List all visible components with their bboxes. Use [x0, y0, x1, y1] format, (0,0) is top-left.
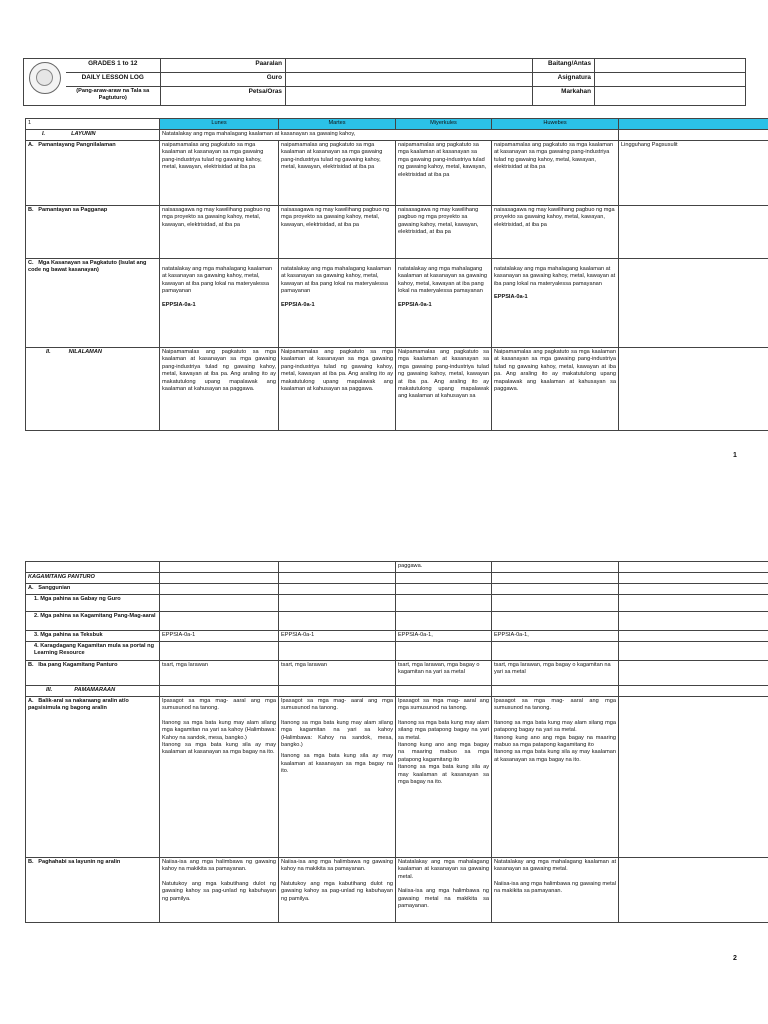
- paghahabi-letter: B.: [28, 859, 34, 865]
- teksbuk-c4: EPPSIA-0a-1,: [492, 631, 619, 642]
- letter-a: A.: [28, 142, 34, 148]
- teksbuk-c3: EPPSIA-0a-1,: [396, 631, 492, 642]
- balik-aral-c2: [279, 697, 396, 858]
- balik-aral-c4-p4: Itanong sa mga bata kung sila ay may kaalaman at kasanayan sa mga bagay na ito.: [494, 749, 616, 763]
- p2-cont-c1: [160, 562, 279, 573]
- kpm-c4: [492, 612, 619, 631]
- iba-c5: [619, 661, 768, 686]
- balik-aral-c3-p1: Ipasagot sa mga mag- aaral ang mga sumusunod na tanong.: [398, 698, 489, 712]
- dll-sub: (Pang-araw-araw na Tala sa Pagtuturo): [66, 87, 161, 106]
- balik-aral-label: [26, 697, 160, 858]
- deped-seal: [24, 59, 66, 106]
- kar-c3: [396, 642, 492, 661]
- pagganap-text: Pamantayan sa Pagganap: [38, 207, 108, 213]
- p2-cont-c3: paggawa.: [396, 562, 492, 573]
- p2-cont-c4: [492, 562, 619, 573]
- asignatura-label: Asignatura: [533, 73, 595, 87]
- kpm-c3: [396, 612, 492, 631]
- kar-c1: [160, 642, 279, 661]
- kasanayan-c1-text: natatalakay ang mga mahalagang kaalaman at kasanayan sa gawaing kahoy, metal, kawayan at iba pang lokal na materyalessa pamayanan: [162, 266, 273, 295]
- p2-cont-label: [26, 562, 160, 573]
- kasanayan-c3: [396, 259, 492, 348]
- balik-aral-text: Balik-aral sa nakaraang aralin at/o pagsisimula ng bagong aralin: [28, 698, 129, 712]
- gabay-c2: [279, 595, 396, 612]
- paghahabi-c2: [279, 858, 396, 923]
- page-number-2: 2: [733, 955, 737, 962]
- paghahabi-c4-p2: Naiisa-isa ang mga halimbawa ng gawaing metal na makikita sa pamayanan.: [494, 880, 616, 895]
- sang-c2: [279, 584, 396, 595]
- kag-c2: [279, 573, 396, 584]
- page-2-body: [0, 561, 768, 923]
- teksbuk-label: 3. Mga pahina sa Teksbuk: [26, 631, 160, 642]
- nilalaman-num: II.: [46, 349, 51, 355]
- pamantayang-c4: naipamamalas ang pagkatuto sa mga kaalaman at kasanayan sa mga gawaing pang-industriya tulad ng gawaing kahoy, metal, kawayan, elektrisidad at iba pa: [492, 141, 619, 206]
- kag-c5: [619, 573, 768, 584]
- pagganap-label: [26, 206, 160, 259]
- lingguhang-pagsusulit: Lingguhang Pagsusulit: [619, 141, 768, 206]
- balik-aral-c4-p2: Itanong sa mga bata kung may alam silang mga patapong bagay na yari sa metal.: [494, 719, 616, 734]
- guro-label: Guro: [161, 73, 286, 87]
- nilalaman-c4: Naipamamalas ang pagkatuto sa mga kaalaman at kasanayan sa mga gawaing pang-industriya tulad ng gawaing kahoy, metal, kawayan at iba pa. Ang araling ito ay makatutulong upang mapalawak ang kaalaman at kahusayan sa paggawa.: [492, 348, 619, 431]
- balik-aral-c2-p2: Itanong sa mga bata kung may alam silang mga kagamitan na yari sa kahoy (Halimbawa: Kahoy na sandok, mesa, bangko.): [281, 719, 393, 749]
- balik-aral-c2-p3: Itanong sa mga bata kung sila ay may kaalaman at kasanayan sa mga bagay na ito.: [281, 753, 393, 775]
- teksbuk-c1: EPPSIA-0a-1: [160, 631, 279, 642]
- layunin-num: I.: [42, 131, 46, 137]
- pam-c1: [160, 686, 279, 697]
- sang-c3: [396, 584, 492, 595]
- kpm-c2: [279, 612, 396, 631]
- kasanayan-c4: [492, 259, 619, 348]
- kasanayan-c3-code: EPPSIA-0a-1: [398, 301, 432, 308]
- pam-c3: [396, 686, 492, 697]
- row-number: 1: [26, 119, 160, 130]
- markahan-value[interactable]: [595, 87, 746, 106]
- sanggunian-label: [26, 584, 160, 595]
- baitang-value[interactable]: [595, 59, 746, 73]
- baitang-label: Baitang/Antas: [533, 59, 595, 73]
- kasanayan-label: [26, 259, 160, 348]
- kpm-c1: [160, 612, 279, 631]
- pamantayang-text: Pamantayang Pangnilalaman: [38, 142, 116, 148]
- kpm-c5: [619, 612, 768, 631]
- paghahabi-c4-p1: Natatalakay ang mga mahalagang kaalaman at kasanayan sa gawaing metal.: [494, 859, 616, 873]
- pagganap-c1: naisasagawa ng may kawilihang pagbuo ng mga proyekto sa gawaing kahoy, metal, kawayan, elektrisidad, at iba pa: [160, 206, 279, 259]
- kasanayan-c4-code: EPPSIA-0a-1: [494, 294, 528, 301]
- kagamitang-pang-mag-aaral-label: 2. Mga pahina sa Kagamitang Pang-Mag-aaral: [26, 612, 160, 631]
- kar-c4: [492, 642, 619, 661]
- kag-c3: [396, 573, 492, 584]
- gabay-c4: [492, 595, 619, 612]
- balik-aral-c3-p3: Itanong kung ano ang mga bagay na maaring mabuo sa mga patapong kagamitang ito: [398, 742, 489, 763]
- paghahabi-c5: [619, 858, 768, 923]
- lesson-table-2: [25, 561, 768, 923]
- kagamitan-heading: KAGAMITANG PANTURO: [26, 573, 160, 584]
- kasanayan-c1: [160, 259, 279, 348]
- pagganap-c2: naisasagawa ng may kawilihang pagbuo ng mga proyekto sa gawaing kahoy, metal, kawayan, elektrisidad, at iba pa: [279, 206, 396, 259]
- balik-aral-c4-p1: Ipasagot sa mga mag- aaral ang mga sumusunod na tanong.: [494, 698, 616, 712]
- nilalaman-heading: [26, 348, 160, 431]
- karagdagang-kagamitan-label: 4. Karagdagang Kagamitan mula sa portal ng Learning Resource: [26, 642, 160, 661]
- paghahabi-c1-p2: Natutukoy ang mga kabutihang dulot ng gawaing kahoy sa pag-unlad ng kabuhayan ng pamilya.: [162, 880, 276, 902]
- nilalaman-blank: [619, 348, 768, 431]
- markahan-label: Markahan: [533, 87, 595, 106]
- day-martes: Martes: [279, 119, 396, 130]
- paghahabi-c3: [396, 858, 492, 923]
- day-lunes: Lunes: [160, 119, 279, 130]
- pamantayang-label: [26, 141, 160, 206]
- asignatura-value[interactable]: [595, 73, 746, 87]
- iba-c3: tsart, mga larawan, mga bagay o kagamitan na yari sa metal: [396, 661, 492, 686]
- paghahabi-c2-p1: Naiisa-isa ang mga halimbawa ng gawaing kahoy na makikita sa pamayanan.: [281, 859, 393, 873]
- sanggunian-letter: A.: [28, 585, 34, 591]
- pamantayang-c1: naipamamalas ang pagkatuto sa mga kaalaman at kasanayan sa mga gawaing pang-industriya tulad ng gawaing kahoy, metal, kawayan, elektrisidad at iba pa: [160, 141, 279, 206]
- petsa-label: Petsa/Oras: [161, 87, 286, 106]
- kasanayan-c2-text: natatalakay ang mga mahalagang kaalaman at kasanayan sa gawaing kahoy, metal, kawayan at iba pang lokal na materyalessa pamayanan: [281, 266, 392, 295]
- pam-c4: [492, 686, 619, 697]
- day-huwebes: Huwebes: [492, 119, 619, 130]
- teksbuk-c5: [619, 631, 768, 642]
- paghahabi-c2-p2: Natutukoy ang mga kabutihang dulot ng gawaing kahoy sa pag-unlad ng kabuhayan ng pamilya.: [281, 880, 393, 902]
- header-block: [0, 58, 768, 106]
- pagganap-c4: naisasagawa ng may kawilihang pagbuo ng mga proyekto sa gawaing kahoy, metal, kawayan, elektrisidad, at iba pa: [492, 206, 619, 259]
- pamamaraan-heading: [26, 686, 160, 697]
- iba-c2: tsart, mga larawan: [279, 661, 396, 686]
- layunin-heading: [26, 130, 160, 141]
- gabay-label: 1. Mga pahina sa Gabay ng Guro: [26, 595, 160, 612]
- kasanayan-c4-text: natatalakay ang mga mahalagang kaalaman at kasanayan sa gawaing kahoy, metal, kawayan at iba pang lokal na materyalessa pamayanan: [494, 266, 616, 287]
- kar-c5: [619, 642, 768, 661]
- pamantayang-c2: naipamamalas ang pagkatuto sa mga kaalaman at kasanayan sa mga gawaing pang-industriya tulad ng gawaing kahoy, metal, kawayan, elektrisidad at iba pa: [279, 141, 396, 206]
- pamamaraan-title: PAMAMARAAN: [74, 687, 116, 693]
- kasanayan-text: Mga Kasanayan sa Pagkatuto (Isulat ang code ng bawat kasanayan): [28, 260, 147, 274]
- balik-aral-c2-p1: Ipasagot sa mga mag- aaral ang mga sumusunod na tanong.: [281, 698, 393, 712]
- letter-c: C.: [28, 260, 34, 266]
- day-blank: [619, 119, 768, 130]
- pagganap-c3: naisasagawa ng may kawilihang pagbuo ng mga proyekto sa gawaing kahoy, metal, kawayan, elektrisidad, at iba pa: [396, 206, 492, 259]
- iba-c1: tsart, mga larawan: [160, 661, 279, 686]
- balik-aral-c1-p1: Ipasagot sa mga mag- aaral ang mga sumusunod na tanong.: [162, 698, 276, 712]
- kasanayan-c2: [279, 259, 396, 348]
- kasanayan-c3-text: natatalakay ang mga mahalagang kaalaman at kasanayan sa gawaing kahoy, metal, kawayan at iba pang lokal na materyalessa pamayanan: [398, 266, 487, 295]
- pamantayang-c3: naipamamalas ang pagkatuto sa mga kaalaman at kasanayan sa mga gawaing pang-industriya tulad ng gawaing kahoy, metal, kawayan, elektrisidad at iba pa: [396, 141, 492, 206]
- pamamaraan-num: III.: [46, 687, 53, 693]
- balik-aral-c1: [160, 697, 279, 858]
- guro-value[interactable]: [286, 73, 533, 87]
- pagganap-blank: [619, 206, 768, 259]
- kag-c1: [160, 573, 279, 584]
- balik-aral-c3-p4: Itanong sa mga bata kung sila ay may kaalaman at kasanayan sa mga bagay na ito.: [398, 764, 489, 786]
- pam-c2: [279, 686, 396, 697]
- nilalaman-title: NILALAMAN: [68, 349, 102, 355]
- balik-aral-c4: [492, 697, 619, 858]
- nilalaman-c2: Naipamamalas ang pagkatuto sa mga kaalaman at kasanayan sa mga gawaing pang-industriya tulad ng gawaing kahoy, metal, kawayan at iba pa. Ang araling ito ay makatutulong upang mapalawak ang kaalaman at kahusayan sa paggawa.: [279, 348, 396, 431]
- balik-aral-c1-p3: Itanong sa mga bata kung sila ay may kaalaman at kasanayan sa mga bagay na ito.: [162, 742, 276, 756]
- page-number-1: 1: [733, 452, 737, 459]
- paghahabi-c1-p1: Naiisa-isa ang mga halimbawa ng gawaing kahoy na makikita sa pamayanan.: [162, 859, 276, 873]
- kasanayan-c1-code: EPPSIA-0a-1: [162, 301, 196, 308]
- day-miyerkules: Miyerkules: [396, 119, 492, 130]
- gabay-c1: [160, 595, 279, 612]
- balik-aral-c1-p2: Itanong sa mga bata kung may alam silang mga kagamitan na yari sa kahoy (Halimbawa: Kahoy na sandok, mesa, bangko.): [162, 719, 276, 741]
- layunin-title: LAYUNIN: [71, 131, 96, 137]
- paghahabi-label: [26, 858, 160, 923]
- layunin-blank: [619, 130, 768, 141]
- sang-c5: [619, 584, 768, 595]
- sang-c4: [492, 584, 619, 595]
- balik-aral-letter: A.: [28, 698, 34, 704]
- petsa-value[interactable]: [286, 87, 533, 106]
- sang-c1: [160, 584, 279, 595]
- balik-aral-c4-p3: Itanong kung ano ang mga bagay na maaring mabuo sa mga patapong kagamitang ito: [494, 734, 616, 749]
- pam-c5: [619, 686, 768, 697]
- dll-label: DAILY LESSON LOG: [66, 73, 161, 87]
- iba-c4: tsart, mga larawan, mga bagay o kagamitan na yari sa metal: [492, 661, 619, 686]
- kag-c4: [492, 573, 619, 584]
- letter-b: B.: [28, 207, 34, 213]
- paghahabi-text: Paghahabi sa layunin ng aralin: [38, 859, 121, 865]
- iba-text: Iba pang Kagamitang Panturo: [38, 662, 118, 668]
- iba-letter: B.: [28, 662, 34, 668]
- header-table: [23, 58, 746, 106]
- seal-icon: [29, 62, 61, 94]
- paghahabi-c1: [160, 858, 279, 923]
- sanggunian-text: Sanggunian: [38, 585, 71, 591]
- p2-cont-c5: [619, 562, 768, 573]
- nilalaman-c1: Naipamamalas ang pagkatuto sa mga kaalaman at kasanayan sa mga gawaing pang-industriya tulad ng gawaing kahoy, metal, kawayan at iba pa. Ang araling ito ay makatutulong upang mapalawak ang kaalaman at kahusayan sa paggawa.: [160, 348, 279, 431]
- kasanayan-blank: [619, 259, 768, 348]
- p2-cont-c2: [279, 562, 396, 573]
- teksbuk-c2: EPPSIA-0a-1: [279, 631, 396, 642]
- page-1-body: [0, 118, 768, 431]
- paghahabi-c3-p1: Natatalakay ang mga mahalagang kaalaman at kasanayan sa gawaing metal.: [398, 859, 489, 880]
- gabay-c3: [396, 595, 492, 612]
- gabay-c5: [619, 595, 768, 612]
- balik-aral-c3-p2: Itanong sa mga bata kung may alam silang mga patapong bagay na yari sa metal.: [398, 719, 489, 741]
- paaralan-label: Paaralan: [161, 59, 286, 73]
- iba-label: [26, 661, 160, 686]
- paghahabi-c3-p2: Naiisa-isa ang mga halimbawa ng gawaing metal na makikita sa pamayanan.: [398, 888, 489, 910]
- kar-c2: [279, 642, 396, 661]
- kasanayan-c2-code: EPPSIA-0a-1: [281, 301, 315, 308]
- nilalaman-c3: Naipamamalas ang pagkatuto sa mga kaalaman at kasanayan sa mga gawaing pang-industriya tulad ng gawaing kahoy, metal, kawayan at iba pa. Ang araling ito ay makatutulong upang mapalawak ang kaalaman at kahusayan sa: [396, 348, 492, 431]
- grades-label: GRADES 1 to 12: [66, 59, 161, 73]
- balik-aral-c5: [619, 697, 768, 858]
- layunin-text: Natatalakay ang mga mahalagang kaalaman at kasanayan sa gawaing kahoy,: [160, 130, 619, 141]
- balik-aral-c3: [396, 697, 492, 858]
- paghahabi-c4: [492, 858, 619, 923]
- lesson-table-1: [25, 118, 768, 431]
- paaralan-value[interactable]: [286, 59, 533, 73]
